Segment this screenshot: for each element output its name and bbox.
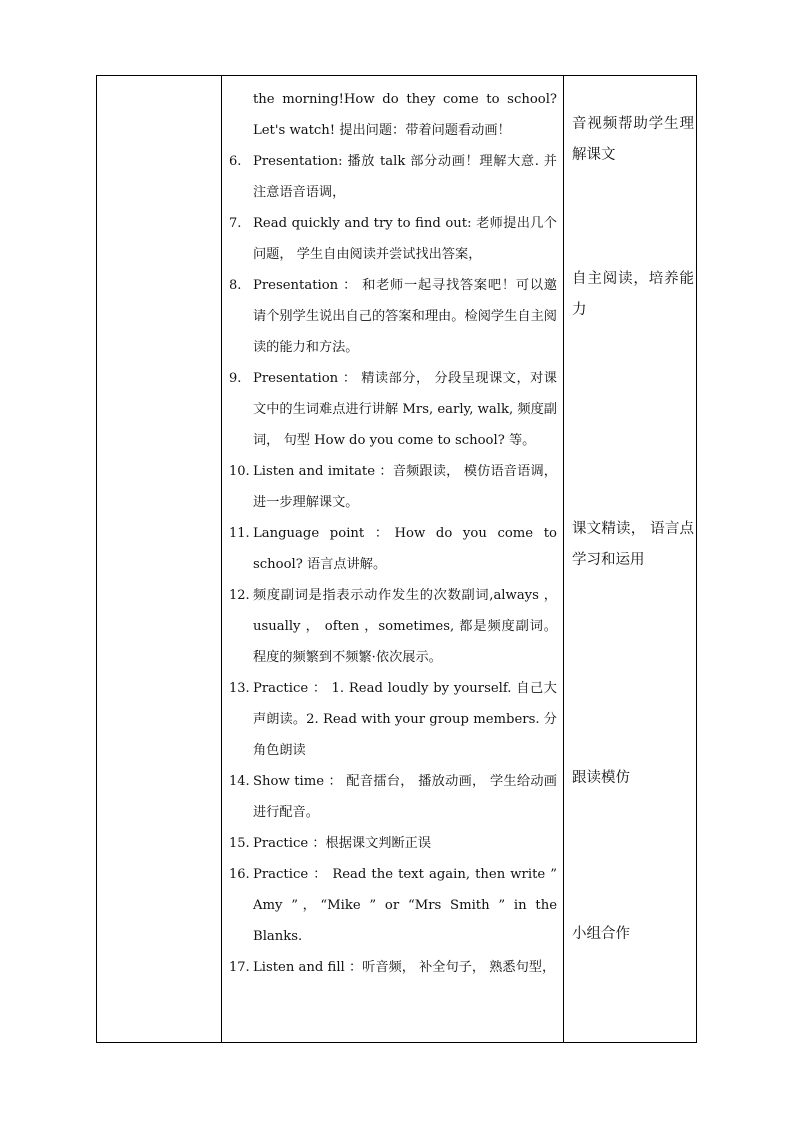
procedure-step [229, 952, 557, 983]
procedure-step [229, 363, 557, 456]
procedure-step [229, 208, 557, 270]
step-number: 6. [229, 154, 242, 169]
design-note: 课文精读， 语言点学习和运用 [572, 521, 694, 568]
step-number: 11. [229, 526, 250, 541]
procedure-steps [229, 84, 557, 983]
procedure-step [229, 766, 557, 828]
step-text: Practice ：根据课文判断正误 [253, 836, 432, 851]
procedure-step [229, 270, 557, 363]
step-text: Language point ：How do you come to school? 语言点讲解。 [253, 526, 557, 572]
step-text: Practice ： 1. Read loudly by yourself. 自己大声朗读。2. Read with your group members. 分角色朗读 [253, 681, 557, 758]
procedure-step [229, 518, 557, 580]
procedure-step [229, 146, 557, 208]
design-note: 小组合作 [572, 926, 630, 942]
step-number: 9. [229, 371, 242, 386]
procedure-step [229, 456, 557, 518]
step-text: Show time ： 配音擂台， 播放动画， 学生给动画进行配音。 [253, 774, 557, 820]
step-number: 12. [229, 588, 250, 603]
procedure-step [229, 828, 557, 859]
column-divider-2 [563, 76, 564, 1042]
step-number: 8. [229, 278, 242, 293]
step-number: 16. [229, 867, 250, 882]
design-note: 音视频帮助学生理解课文 [572, 116, 694, 163]
procedure-step [229, 84, 557, 146]
step-text: 频度副词是指表示动作发生的次数副词,always ， usually ， often ，sometimes, 都是频度副词。程度的频繁到不频繁·依次展示。 [253, 588, 557, 665]
design-note: 自主阅读，培养能力 [572, 271, 694, 318]
step-text: Presentation: 播放 talk 部分动画！理解大意. 并注意语音语调， [253, 154, 557, 200]
step-number: 14. [229, 774, 250, 789]
column-divider-1 [221, 76, 222, 1042]
step-text: Practice ： Read the text again, then write ” Amy ”，“Mike ” or “Mrs Smith ” in the Blanks. [253, 867, 557, 944]
step-text: Listen and imitate ：音频跟读， 模仿语音语调， 进一步理解课文。 [253, 464, 557, 510]
design-note: 跟读模仿 [572, 770, 630, 786]
step-text: Read quickly and try to find out: 老师提出几个问题， 学生自由阅读并尝试找出答案， [253, 216, 557, 262]
step-text: Presentation ： 精读部分， 分段呈现课文，对课文中的生词难点进行讲解 Mrs, early, walk, 频度副词， 句型 How do you come to school? 等。 [253, 371, 557, 448]
procedure-step [229, 673, 557, 766]
step-text: Presentation ： 和老师一起寻找答案吧！可以邀请个别学生说出自己的答案和理由。检阅学生自主阅读的能力和方法。 [253, 278, 557, 355]
lesson-table [96, 75, 697, 1043]
step-text: Listen and fill ：听音频， 补全句子， 熟悉句型， [253, 960, 556, 975]
procedure-step [229, 859, 557, 952]
step-number: 17. [229, 960, 250, 975]
step-text: the morning!How do they come to school? Let's watch! 提出问题：带着问题看动画！ [253, 92, 557, 138]
step-number: 13. [229, 681, 250, 696]
step-number: 15. [229, 836, 250, 851]
step-number: 7. [229, 216, 242, 231]
step-number: 10. [229, 464, 250, 479]
procedure-step [229, 580, 557, 673]
